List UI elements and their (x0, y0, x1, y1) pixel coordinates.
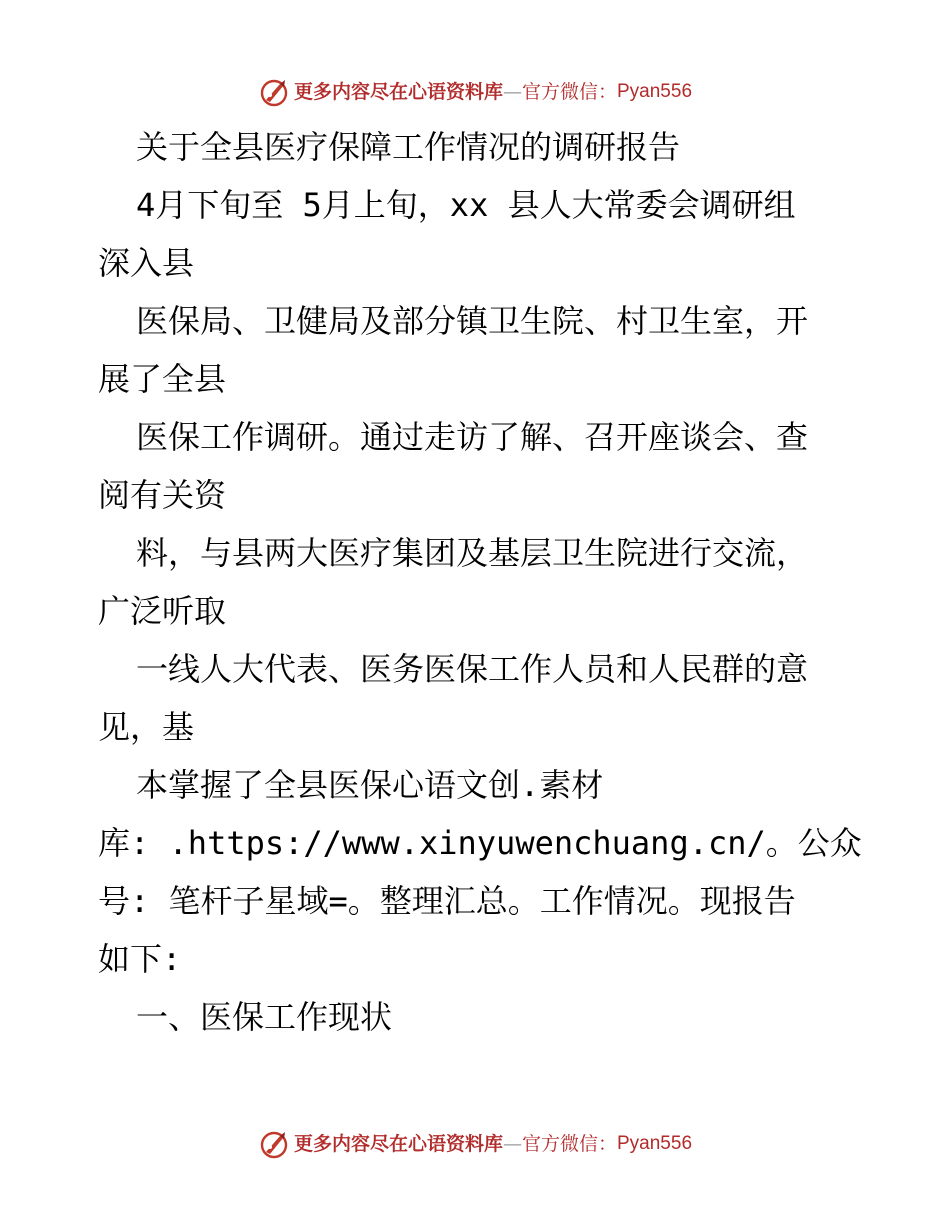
body-line: 医保局、卫健局及部分镇卫生院、村卫生室，开 (136, 302, 809, 340)
document-body (98, 118, 862, 1046)
body-line: 医保工作调研。通过走访了解、召开座谈会、查 (136, 418, 809, 456)
banner-dash: — (502, 1133, 522, 1155)
header-watermark-banner (0, 76, 950, 108)
banner-wechat-id: Pyan556 (617, 1133, 693, 1154)
quill-pen-logo-icon (258, 1128, 290, 1160)
body-line: 号: 笔杆子星域=。整理汇总。工作情况。现报告 (98, 882, 796, 920)
body-line: 深入县 (98, 244, 195, 282)
banner-wechat-id: Pyan556 (617, 81, 693, 102)
banner-wechat-label: 官方微信： (521, 81, 617, 103)
banner-main-text: 更多内容尽在心语资料库 (293, 81, 503, 103)
body-line: 库: .https://www.xinyuwenchuang.cn/。公众 (98, 824, 862, 862)
body-line: 关于全县医疗保障工作情况的调研报告 (136, 128, 681, 166)
body-line: 如下: (98, 940, 182, 978)
body-line: 阅有关资 (98, 476, 227, 514)
body-line: 本掌握了全县医保心语文创.素材 (136, 766, 604, 804)
body-line: 展了全县 (98, 360, 227, 398)
footer-watermark-banner (0, 1128, 950, 1160)
body-line: 见，基 (98, 708, 195, 746)
banner-main-text: 更多内容尽在心语资料库 (293, 1133, 503, 1155)
body-line: 料，与县两大医疗集团及基层卫生院进行交流， (136, 534, 809, 572)
banner-dash: — (502, 81, 522, 103)
body-line: 4月下旬至 5月上旬，xx 县人大常委会调研组 (136, 186, 796, 224)
quill-pen-logo-icon (258, 76, 290, 108)
body-line: 一线人大代表、医务医保工作人员和人民群的意 (136, 650, 809, 688)
body-line: 一、医保工作现状 (136, 998, 393, 1036)
body-line: 广泛听取 (98, 592, 227, 630)
banner-wechat-label: 官方微信： (521, 1133, 617, 1155)
